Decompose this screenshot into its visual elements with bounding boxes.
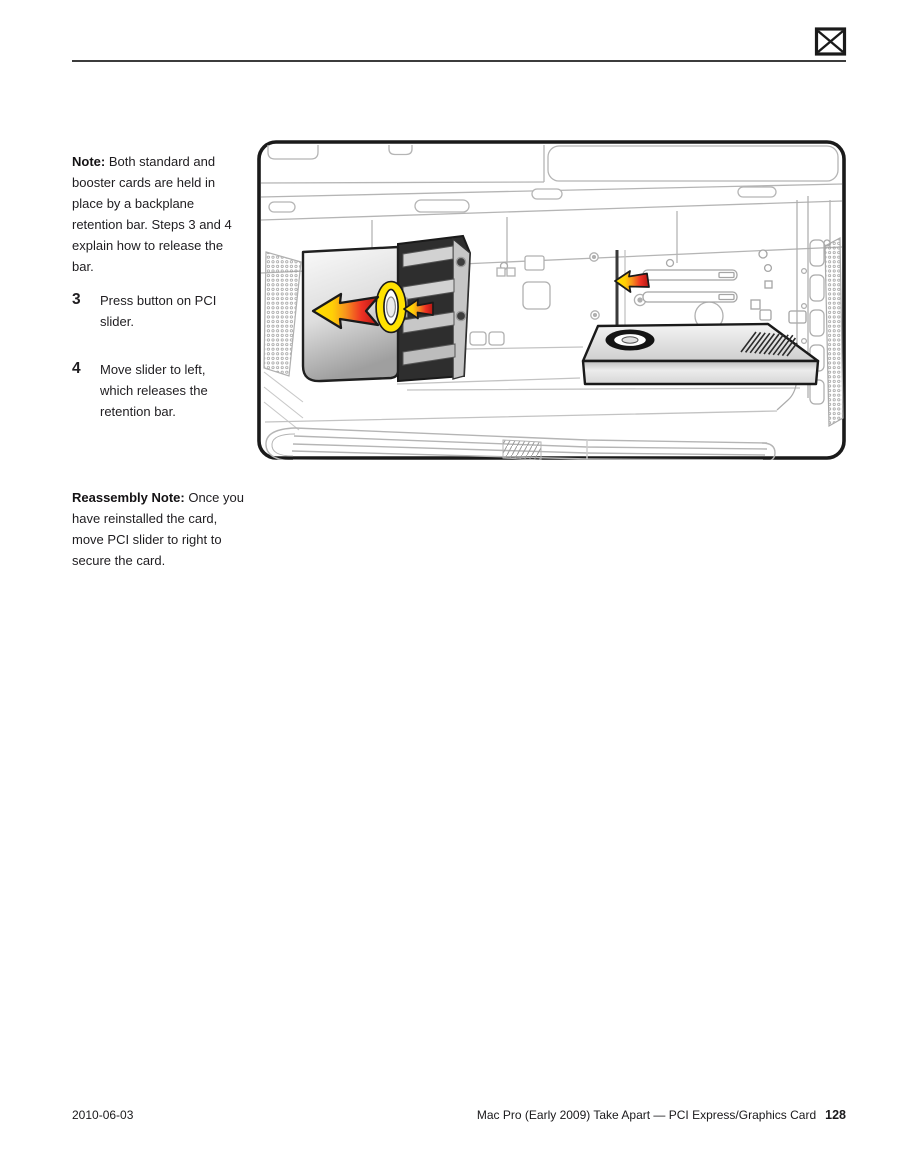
reassembly-text: Once you have reinstalled the card, move PCI slider to right to secure the card. xyxy=(72,490,244,568)
footer-date: 2010-06-03 xyxy=(72,1108,134,1122)
card-fan xyxy=(606,330,655,351)
footer-page-number: 128 xyxy=(825,1108,846,1122)
note-paragraph xyxy=(72,151,246,277)
envelope-icon[interactable] xyxy=(814,26,847,57)
reassembly-label: Reassembly Note: xyxy=(72,490,185,505)
step-3 xyxy=(72,290,228,332)
footer-doc-title: Mac Pro (Early 2009) Take Apart — PCI Express/Graphics Card xyxy=(476,1108,817,1122)
step-3-number: 3 xyxy=(72,291,81,308)
page-footer xyxy=(72,1108,846,1122)
figure-pci-slider xyxy=(257,140,846,460)
reassembly-note xyxy=(72,487,246,571)
step-3-text: Press button on PCI slider. xyxy=(100,293,217,329)
step-4 xyxy=(72,359,228,422)
header-rule xyxy=(72,60,846,62)
step-4-text: Move slider to left, which releases the retention bar. xyxy=(100,362,208,419)
note-label: Note: xyxy=(72,154,106,169)
step-4-number: 4 xyxy=(72,360,81,377)
slider-button-highlight xyxy=(380,286,407,329)
note-text: Both standard and booster cards are held in place by a backplane retention bar. Steps 3 and 4 explain how to release the bar. xyxy=(72,154,232,274)
